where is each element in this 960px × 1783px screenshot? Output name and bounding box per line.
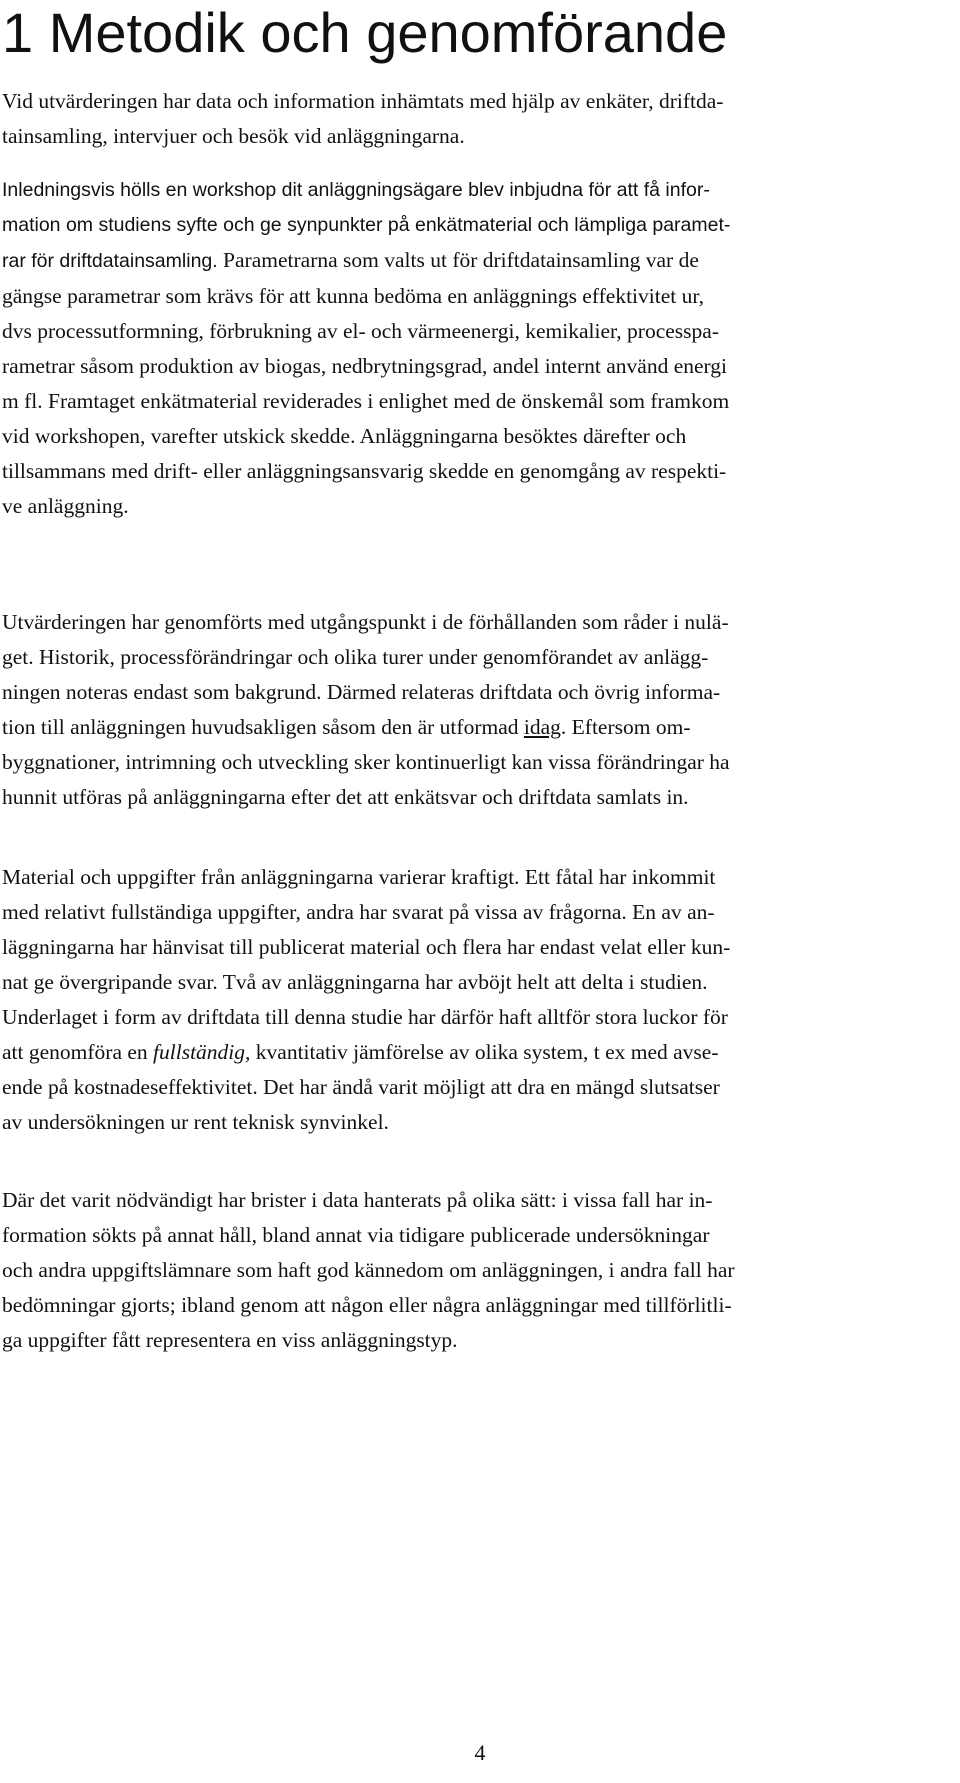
text-segment: tion till anläggningen huvudsakligen såsom den är utformad — [2, 715, 524, 739]
paragraph-intro — [2, 84, 952, 154]
text-line: tillsammans med drift- eller anläggningsansvarig skedde en genomgång av respekti- — [2, 459, 727, 483]
text-line: gängse parametrar som krävs för att kunna bedöma en anläggnings effektivitet ur, — [2, 284, 705, 308]
text-line: vid workshopen, varefter utskick skedde. Anläggningarna besöktes därefter och — [2, 424, 687, 448]
text-segment: rar för driftdatainsamling. — [2, 250, 218, 272]
text-line: formation sökts på annat håll, bland annat via tidigare publicerade undersökningar — [2, 1223, 710, 1247]
text-line: ende på kostnadeseffektivitet. Det har ändå varit möjligt att dra en mängd slutsatser — [2, 1075, 720, 1099]
paragraph-evaluation — [2, 605, 952, 815]
section-heading: 1 Metodik och genomförande — [2, 1, 728, 64]
text-line: bedömningar gjorts; ibland genom att någon eller några anläggningar med tillförlitli- — [2, 1293, 732, 1317]
text-line — [2, 710, 952, 745]
paragraph-data-gaps — [2, 1183, 952, 1358]
text-line: nat ge övergripande svar. Två av anläggningarna har avböjt helt att delta i studien. — [2, 970, 708, 994]
text-line: och andra uppgiftslämnare som haft god kännedom om anläggningen, i andra fall har — [2, 1258, 735, 1282]
text-line: dvs processutformning, förbrukning av el- och värmeenergi, kemikalier, processpa- — [2, 319, 719, 343]
text-line: Inledningsvis hölls en workshop dit anläggningsägare blev inbjudna för att få infor- — [2, 179, 710, 201]
text-line: rametrar såsom produktion av biogas, nedbrytningsgrad, andel internt använd energi — [2, 354, 728, 378]
text-line: Material och uppgifter från anläggningarna varierar kraftigt. Ett fåtal har inkommit — [2, 865, 716, 889]
text-line: ningen noteras endast som bakgrund. Därmed relateras driftdata och övrig informa- — [2, 680, 721, 704]
italic-word: fullständig, — [153, 1040, 251, 1064]
paragraph-material — [2, 860, 952, 1140]
text-segment: kvantitativ jämförelse av olika system, t ex med avse- — [250, 1040, 719, 1064]
text-line: Där det varit nödvändigt har brister i data hanterats på olika sätt: i vissa fall har in- — [2, 1188, 713, 1212]
text-line: hunnit utföras på anläggningarna efter det att enkätsvar och driftdata samlats in. — [2, 785, 689, 809]
text-line: med relativt fullständiga uppgifter, andra har svarat på vissa av frågorna. En av an- — [2, 900, 715, 924]
text-line: Underlaget i form av driftdata till denna studie har därför haft alltför stora luckor för — [2, 1005, 728, 1029]
text-line: Utvärderingen har genomförts med utgångspunkt i de förhållanden som råder i nulä- — [2, 610, 729, 634]
text-line: ve anläggning. — [2, 494, 129, 518]
text-line — [2, 243, 952, 279]
text-line: mation om studiens syfte och ge synpunkter på enkätmaterial och lämpliga paramet- — [2, 214, 731, 236]
underlined-word: idag — [523, 715, 561, 739]
text-line: Vid utvärderingen har data och information inhämtats med hjälp av enkäter, driftda- — [2, 89, 724, 113]
text-segment: att genomföra en — [2, 1040, 154, 1064]
text-line: get. Historik, processförändringar och olika turer under genomförandet av anlägg- — [2, 645, 709, 669]
text-line: tainsamling, intervjuer och besök vid anläggningarna. — [2, 124, 465, 148]
text-line: m fl. Framtaget enkätmaterial reviderades i enlighet med de önskemål som framkom — [2, 389, 730, 413]
paragraph-workshop — [2, 173, 952, 524]
text-line: läggningarna har hänvisat till publicerat material och flera har endast velat eller kun- — [2, 935, 731, 959]
page-number: 4 — [474, 1740, 486, 1765]
text-segment: Parametrarna som valts ut för driftdatainsamling var de — [217, 248, 699, 272]
text-line: av undersökningen ur rent teknisk synvinkel. — [2, 1110, 389, 1134]
text-segment: . Eftersom om- — [560, 715, 691, 739]
text-line — [2, 1035, 952, 1070]
text-line: byggnationer, intrimning och utveckling sker kontinuerligt kan vissa förändringar ha — [2, 750, 730, 774]
text-line: ga uppgifter fått representera en viss anläggningstyp. — [2, 1328, 458, 1352]
